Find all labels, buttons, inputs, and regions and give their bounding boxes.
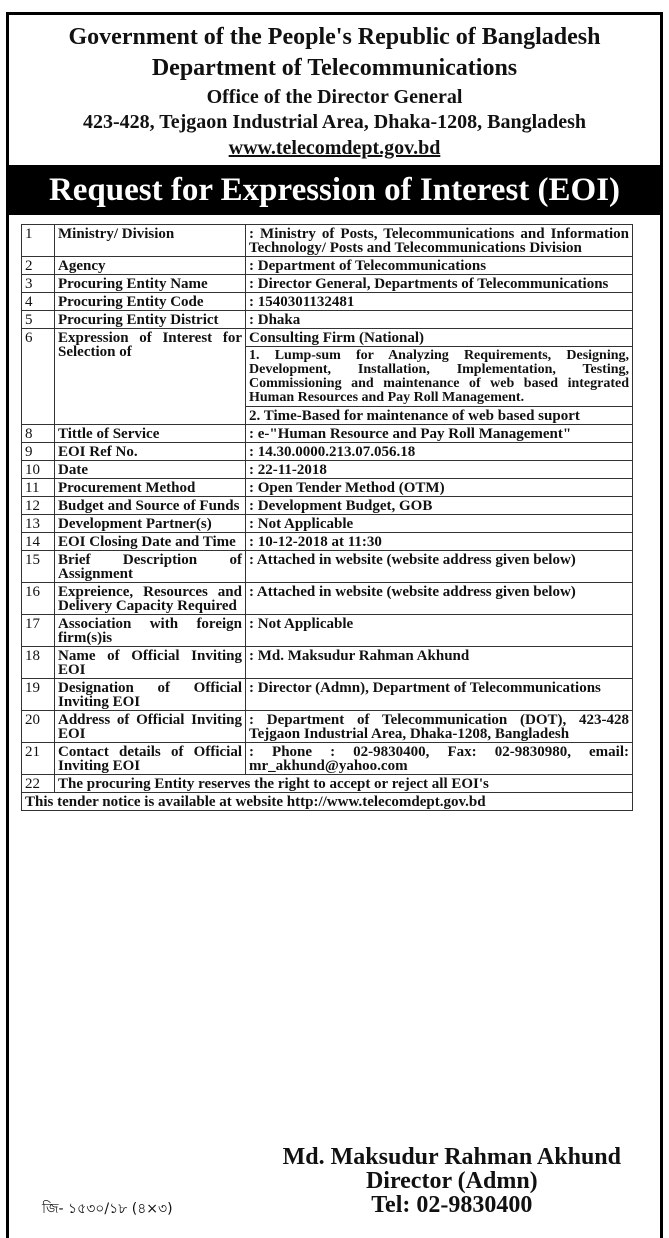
signatory-name: Md. Maksudur Rahman Akhund <box>282 1144 621 1170</box>
row-value: : Dhaka <box>246 311 633 329</box>
row-value: : Director General, Departments of Telecommunications <box>246 275 633 293</box>
table-row <box>22 615 633 647</box>
row-number: 13 <box>22 515 55 533</box>
table-row <box>22 551 633 583</box>
row-value-lump-sum: 1. Lump-sum for Analyzing Requirements, Designing, Development, Installation, Implementation, Testing, Commissioning and maintenance of web based integrated Human Resources and Pay Roll Management. <box>246 347 633 407</box>
row-label: Expreience, Resources and Delivery Capacity Required <box>55 583 246 615</box>
row-label: Date <box>55 461 246 479</box>
row-label: Budget and Source of Funds <box>55 497 246 515</box>
row-value: : 10-12-2018 at 11:30 <box>246 533 633 551</box>
header-office: Office of the Director General <box>206 86 463 108</box>
table-row <box>22 775 633 793</box>
table-row <box>22 711 633 743</box>
table-row <box>22 479 633 497</box>
notice-ref-code: জি- ১৫৩০/১৮ (৪×৩) <box>42 1201 173 1217</box>
row-label: Association with foreign firm(s)is <box>55 615 246 647</box>
table-row <box>22 515 633 533</box>
table-row <box>22 647 633 679</box>
row-statement: The procuring Entity reserves the right to accept or reject all EOI's <box>55 775 633 793</box>
row-value: : Department of Telecommunications <box>246 257 633 275</box>
table-row <box>22 257 633 275</box>
top-border <box>6 12 663 15</box>
row-number: 21 <box>22 743 55 775</box>
row-number: 14 <box>22 533 55 551</box>
row-value: : 1540301132481 <box>246 293 633 311</box>
row-label: Procuring Entity District <box>55 311 246 329</box>
row-label: Expression of Interest for Selection of <box>55 329 246 425</box>
table-row <box>22 293 633 311</box>
row-value-time-based: 2. Time-Based for maintenance of web based suport <box>246 407 633 425</box>
table-row <box>22 311 633 329</box>
table-row <box>22 679 633 711</box>
eoi-title-banner: Request for Expression of Interest (EOI) <box>6 165 663 215</box>
row-label: Development Partner(s) <box>55 515 246 533</box>
row-label: Ministry/ Division <box>55 225 246 257</box>
table-row <box>22 425 633 443</box>
row-label: Tittle of Service <box>55 425 246 443</box>
table-row <box>22 743 633 775</box>
row-label: Procurement Method <box>55 479 246 497</box>
row-number: 1 <box>22 225 55 257</box>
row-value: : Phone : 02-9830400, Fax: 02-9830980, email: mr_akhund@yahoo.com <box>246 743 633 775</box>
row-label: Brief Description of Assignment <box>55 551 246 583</box>
row-label: Procuring Entity Name <box>55 275 246 293</box>
row-value: : Not Applicable <box>246 515 633 533</box>
row-number: 3 <box>22 275 55 293</box>
signatory-title: Director (Admn) <box>365 1168 538 1194</box>
eoi-table <box>21 224 633 811</box>
website-notice: This tender notice is available at website http://www.telecomdept.gov.bd <box>22 793 633 811</box>
row-number: 22 <box>22 775 55 793</box>
row-number: 4 <box>22 293 55 311</box>
table-row <box>22 225 633 257</box>
row-number: 8 <box>22 425 55 443</box>
row-label: EOI Ref No. <box>55 443 246 461</box>
table-row <box>22 461 633 479</box>
table-row <box>22 329 633 347</box>
row-value: : Ministry of Posts, Telecommunications and Information Technology/ Posts and Telecommunications Division <box>246 225 633 257</box>
row-number: 5 <box>22 311 55 329</box>
row-number: 6 <box>22 329 55 425</box>
table-row <box>22 275 633 293</box>
signatory-tel: Tel: 02-9830400 <box>371 1192 533 1218</box>
row-value: : Development Budget, GOB <box>246 497 633 515</box>
table-row <box>22 533 633 551</box>
row-number: 19 <box>22 679 55 711</box>
row-number: 10 <box>22 461 55 479</box>
header-website-link[interactable]: www.telecomdept.gov.bd <box>228 137 441 159</box>
row-label: Address of Official Inviting EOI <box>55 711 246 743</box>
row-label: Name of Official Inviting EOI <box>55 647 246 679</box>
row-value: : Director (Admn), Department of Telecommunications <box>246 679 633 711</box>
row-number: 15 <box>22 551 55 583</box>
row-value: : 14.30.0000.213.07.056.18 <box>246 443 633 461</box>
row-label: Procuring Entity Code <box>55 293 246 311</box>
row-value: : Open Tender Method (OTM) <box>246 479 633 497</box>
row-value: : Not Applicable <box>246 615 633 647</box>
header-address: 423-428, Tejgaon Industrial Area, Dhaka-1208, Bangladesh <box>82 111 587 133</box>
row-number: 12 <box>22 497 55 515</box>
row-label: Contact details of Official Inviting EOI <box>55 743 246 775</box>
row-value: : Attached in website (website address given below) <box>246 551 633 583</box>
row-value: : 22-11-2018 <box>246 461 633 479</box>
row-label: Designation of Official Inviting EOI <box>55 679 246 711</box>
table-row <box>22 583 633 615</box>
row-number: 9 <box>22 443 55 461</box>
row-number: 18 <box>22 647 55 679</box>
signature-block <box>283 1145 621 1217</box>
row-number: 11 <box>22 479 55 497</box>
row-label: EOI Closing Date and Time <box>55 533 246 551</box>
row-value: : Md. Maksudur Rahman Akhund <box>246 647 633 679</box>
row-value: : Department of Telecommunication (DOT), 423-428 Tejgaon Industrial Area, Dhaka-1208, Bangladesh <box>246 711 633 743</box>
header-government: Government of the People's Republic of Bangladesh <box>68 24 601 50</box>
table-row <box>22 443 633 461</box>
row-number: 2 <box>22 257 55 275</box>
row-number: 16 <box>22 583 55 615</box>
row-number: 17 <box>22 615 55 647</box>
row-label: Agency <box>55 257 246 275</box>
row-value-consulting-firm: Consulting Firm (National) <box>246 329 633 347</box>
table-footer-row <box>22 793 633 811</box>
row-value: : Attached in website (website address given below) <box>246 583 633 615</box>
table-row <box>22 497 633 515</box>
row-value: : e-"Human Resource and Pay Roll Management" <box>246 425 633 443</box>
header-department: Department of Telecommunications <box>151 55 518 81</box>
row-number: 20 <box>22 711 55 743</box>
